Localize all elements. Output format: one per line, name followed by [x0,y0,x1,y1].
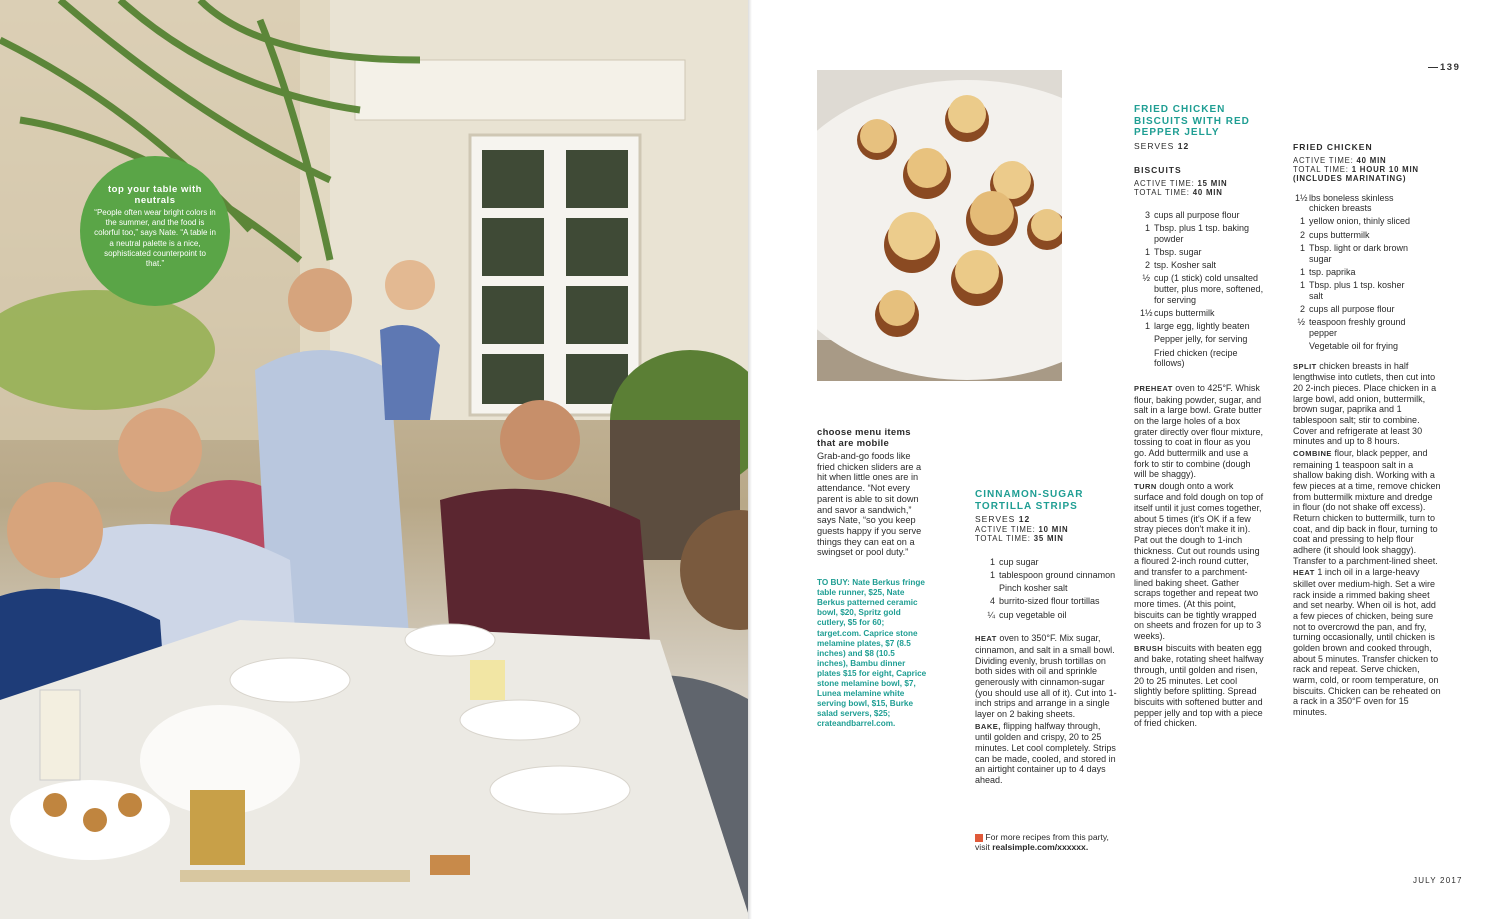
step-text: oven to 350°F. Mix sugar, cinnamon, and salt in a small bowl. Dividing evenly, brush tortillas on both sides with oil and sprinkle generously with cinnamon-sugar (you should use all of it). Cut into 1-inch strips and arrange in a single layer on 2 baking sheets. [975,633,1117,719]
step-verb: PREHEAT [1134,383,1173,393]
ingredient-item [985,557,1117,568]
ingredient-quantity: ¼ [987,609,995,620]
ingredient-text: cups buttermilk [1154,307,1215,318]
recipe-step [1293,361,1441,447]
ingredient-text: cups all purpose flour [1154,209,1240,220]
ingredient-quantity: 2 [1299,229,1305,240]
ingredient-quantity: 1 [989,556,995,567]
step-verb: COMBINE [1293,449,1332,459]
ingredient-quantity: 1½ [1140,307,1153,318]
ingredient-text: tablespoon ground cinnamon [999,569,1116,580]
biscuits-plate-illustration [817,70,1062,381]
step-verb: HEAT [975,634,997,644]
food-photo [817,70,1062,381]
ingredient-item [1295,243,1415,264]
ingredient-text: Pinch kosher salt [999,583,1068,594]
step-text: chicken breasts in half lengthwise into cutlets, then cut into 20 2-inch pieces. Place chicken in a large bowl, add onion, buttermilk, brown sugar, paprika and 1 tablespoon salt; stir to combine. Cover and refrigerate at least 30 minutes and up to 8 hours. [1293,360,1437,447]
ingredient-item [1140,260,1264,271]
ingredient-item [1295,317,1415,338]
to-buy-label: TO BUY: [817,578,850,588]
ingredient-quantity: 1 [1299,280,1305,291]
tortilla-title: CINNAMON-SUGAR TORTILLA STRIPS [975,489,1084,512]
step-text: oven to 425°F. Whisk flour, baking powder, sugar, and salt in a large bowl. Grate butter on the large holes of a box grater directly over flour mixture, tossing to coat in flour as you go. Add buttermilk and use a fork to stir to combine (dough will be shaggy). [1134,382,1264,480]
step-text: 1 inch oil in a large-heavy skillet over medium-high. Set a wire rack inside a rimmed baking sheet and set nearby. When oil is hot, add a few pieces of chicken, being sure not to overcrowd the pan, and fry, turning occasionally, until chicken is golden brown and cooked through, about 5 minutes. Transfer chicken to rack and repeat. Serve chicken, warm, cold, or room temperature, on biscuits. Chicken can be reheated on a rack in a 350°F oven for 15 minutes. [1293,567,1441,717]
biscuits-steps [1134,383,1264,729]
ingredient-text: tsp. Kosher salt [1154,260,1217,271]
tortilla-recipe [975,489,1117,787]
ingredient-quantity: 2 [1144,260,1150,271]
step-verb: HEAT [1293,568,1315,578]
ingredient-text: yellow onion, thinly sliced [1309,216,1411,227]
ingredient-quantity: 1 [989,569,995,580]
ingredient-item [1295,193,1415,214]
ingredient-text: Pepper jelly, for serving [1154,334,1248,345]
ingredient-quantity: 2 [1299,304,1305,315]
ingredient-text: cup (1 stick) cold unsalted butter, plus more, softened, for serving [1154,273,1264,305]
biscuits-serves: SERVES 12 [1134,140,1190,151]
sidebar-column [817,427,927,729]
ingredient-text: cups all purpose flour [1309,304,1395,315]
biscuits-ingredients [1134,210,1264,369]
ingredient-quantity: 1 [1299,216,1305,227]
tortilla-times: ACTIVE TIME: 10 MIN TOTAL TIME: 35 MIN [975,524,1069,543]
to-buy-text [817,578,927,729]
chicken-ingredients [1293,193,1415,352]
ingredient-text: Tbsp. light or dark brown sugar [1309,243,1409,264]
ingredient-text: cup vegetable oil [999,609,1067,620]
ingredient-text: Vegetable oil for frying [1309,341,1399,352]
ingredient-text: tsp. paprika [1309,266,1356,277]
issue-date: JULY 2017 [1413,876,1463,885]
ingredient-item [1295,230,1415,241]
ingredient-text: Tbsp. plus 1 tsp. baking powder [1154,222,1250,244]
ingredient-text: cups buttermilk [1309,229,1370,240]
ingredient-quantity: 1 [1144,246,1150,257]
ingredient-item [1140,334,1264,345]
ingredient-text: cup sugar [999,556,1039,567]
recipe-step [975,633,1117,719]
more-recipes-link[interactable]: realsimple.com/xxxxxx. [992,842,1089,853]
ingredient-item [1295,267,1415,278]
step-text: dough onto a work surface and fold dough on top of itself until it just comes together, about 5 times (it's OK if a few stray pieces don't make it in). Pat out the dough to 1-inch thickness. Cut out rounds using a floured 2-inch round cutter, and transfer to a parchment-lined baking sheet. Gather scraps together and repeat two more times. (At this point, biscuits can be tightly wrapped on sheets and frozen for up to 3 weeks). [1134,480,1264,641]
ingredient-quantity: 1 [1299,266,1305,277]
ingredient-text: teaspoon freshly ground pepper [1309,317,1406,338]
biscuits-subheading: BISCUITS [1134,165,1182,176]
biscuits-recipe [1134,104,1264,730]
ingredient-item [1295,216,1415,227]
ingredient-item [1295,304,1415,315]
step-verb: SPLIT [1293,361,1317,371]
step-text: flour, black pepper, and remaining 1 teaspoon salt in a shallow baking dish. Working with a few pieces at a time, remove chicken from buttermilk mixture and dredge in flour (do not shake off excess). Return chicken to buttermilk, turn to coat, and dip back in flour, turning to coat and pressing to help flour adhere (it should look shaggy). Transfer to a parchment-lined sheet. [1293,448,1441,566]
more-recipes-text: For more recipes from this party, visit [975,832,1109,853]
ingredient-text: Tbsp. sugar [1154,246,1202,257]
ingredient-item [985,570,1117,581]
ingredient-quantity: 1 [1144,222,1150,233]
chicken-recipe [1293,142,1441,718]
ingredient-item [985,596,1117,607]
recipe-step [975,721,1117,786]
ingredient-item [1140,308,1264,319]
ingredient-item [1140,223,1264,244]
callout-title: top your table with neutrals [108,184,202,206]
chicken-times: ACTIVE TIME: 40 MIN TOTAL TIME: 1 HOUR 10 MIN (INCLUDES MARINATING) [1293,155,1419,183]
ingredient-text: Fried chicken (recipe follows) [1154,347,1238,369]
ingredient-text: lbs boneless skinless chicken breasts [1309,192,1394,214]
ingredient-item [1140,247,1264,258]
page-gutter [748,0,752,919]
ingredient-item [1140,321,1264,332]
tortilla-ingredients [975,557,1117,621]
ingredient-item [985,610,1117,621]
ingredient-item [1140,348,1264,369]
step-text: biscuits with beaten egg and bake, rotating sheet halfway through, until golden and risen, 20 to 25 minutes. Let cool slightly before splitting. Spread biscuits with softened butter and pepper jelly and top with a piece of fried chicken. [1134,642,1264,729]
sidebar-heading: choose menu items that are mobile [817,427,911,449]
ingredient-item [1140,273,1264,305]
recipe-step [1293,448,1441,566]
ingredient-text: burrito-sized flour tortillas [999,596,1100,607]
ingredient-quantity: 1 [1144,321,1150,332]
chicken-subheading: FRIED CHICKEN [1293,142,1373,152]
recipe-step [1134,481,1264,642]
step-verb: BAKE, [975,721,1001,731]
page-number: 139 [1428,62,1460,73]
ingredient-item [985,583,1117,594]
step-verb: TURN [1134,481,1157,491]
tortilla-steps [975,633,1117,785]
ingredient-item [1295,341,1415,352]
ingredient-quantity: ½ [1297,317,1305,328]
callout-bubble [80,156,230,306]
tortilla-serves: SERVES 12 [975,514,1031,524]
biscuits-times: ACTIVE TIME: 15 MIN TOTAL TIME: 40 MIN [1134,178,1228,197]
recipe-step [1134,383,1264,480]
callout-body: “People often wear bright colors in the summer, and the food is colorful too,” says Nate. “A table in a neutral palette is a nice, sophisticated counterpoint to that.” [94,208,216,269]
biscuits-title: FRIED CHICKEN BISCUITS WITH RED PEPPER JELLY [1134,104,1250,138]
ingredient-quantity: 1 [1299,243,1305,254]
step-text: flipping halfway through, until golden and crispy, 20 to 25 minutes. Let cool completely. Strips can be made, cooled, and stored in an airtight container up to 4 days ahead. [975,720,1116,785]
sidebar-body: Grab-and-go foods like fried chicken sliders are a hit when little ones are in attendance. “Not every parent is able to sit down and savor a sandwich,” says Nate, “so you keep guests happy if you serve things they can eat on a swingset or pool duty.” [817,451,922,558]
more-recipes-note [975,832,1125,853]
to-buy-body: Nate Berkus fringe table runner, $25, Nate Berkus patterned ceramic bowl, $20, Spritz gold cutlery, $5 for 60; target.com. Caprice stone melamine plates, $7 (8.5 inches) and $8 (10.5 inches), Bambu dinner plates $15 for eight, Caprice stone melamine bowl, $7, Lunea melamine white serving bowl, $15, Burke salad servers, $25; crateandbarrel.com. [817,578,927,729]
ingredient-quantity: ½ [1142,273,1150,284]
recipe-step [1134,643,1264,729]
ingredient-quantity: 4 [989,596,995,607]
step-verb: BRUSH [1134,643,1164,653]
ingredient-quantity: 1½ [1295,192,1308,203]
ingredient-item [1295,280,1415,301]
ingredient-text: large egg, lightly beaten [1154,321,1250,332]
realsimple-icon [975,834,983,842]
ingredient-text: Tbsp. plus 1 tsp. kosher salt [1309,280,1405,301]
recipe-step [1293,567,1441,717]
ingredient-quantity: 3 [1144,209,1150,220]
chicken-steps [1293,361,1441,718]
ingredient-item [1140,210,1264,221]
